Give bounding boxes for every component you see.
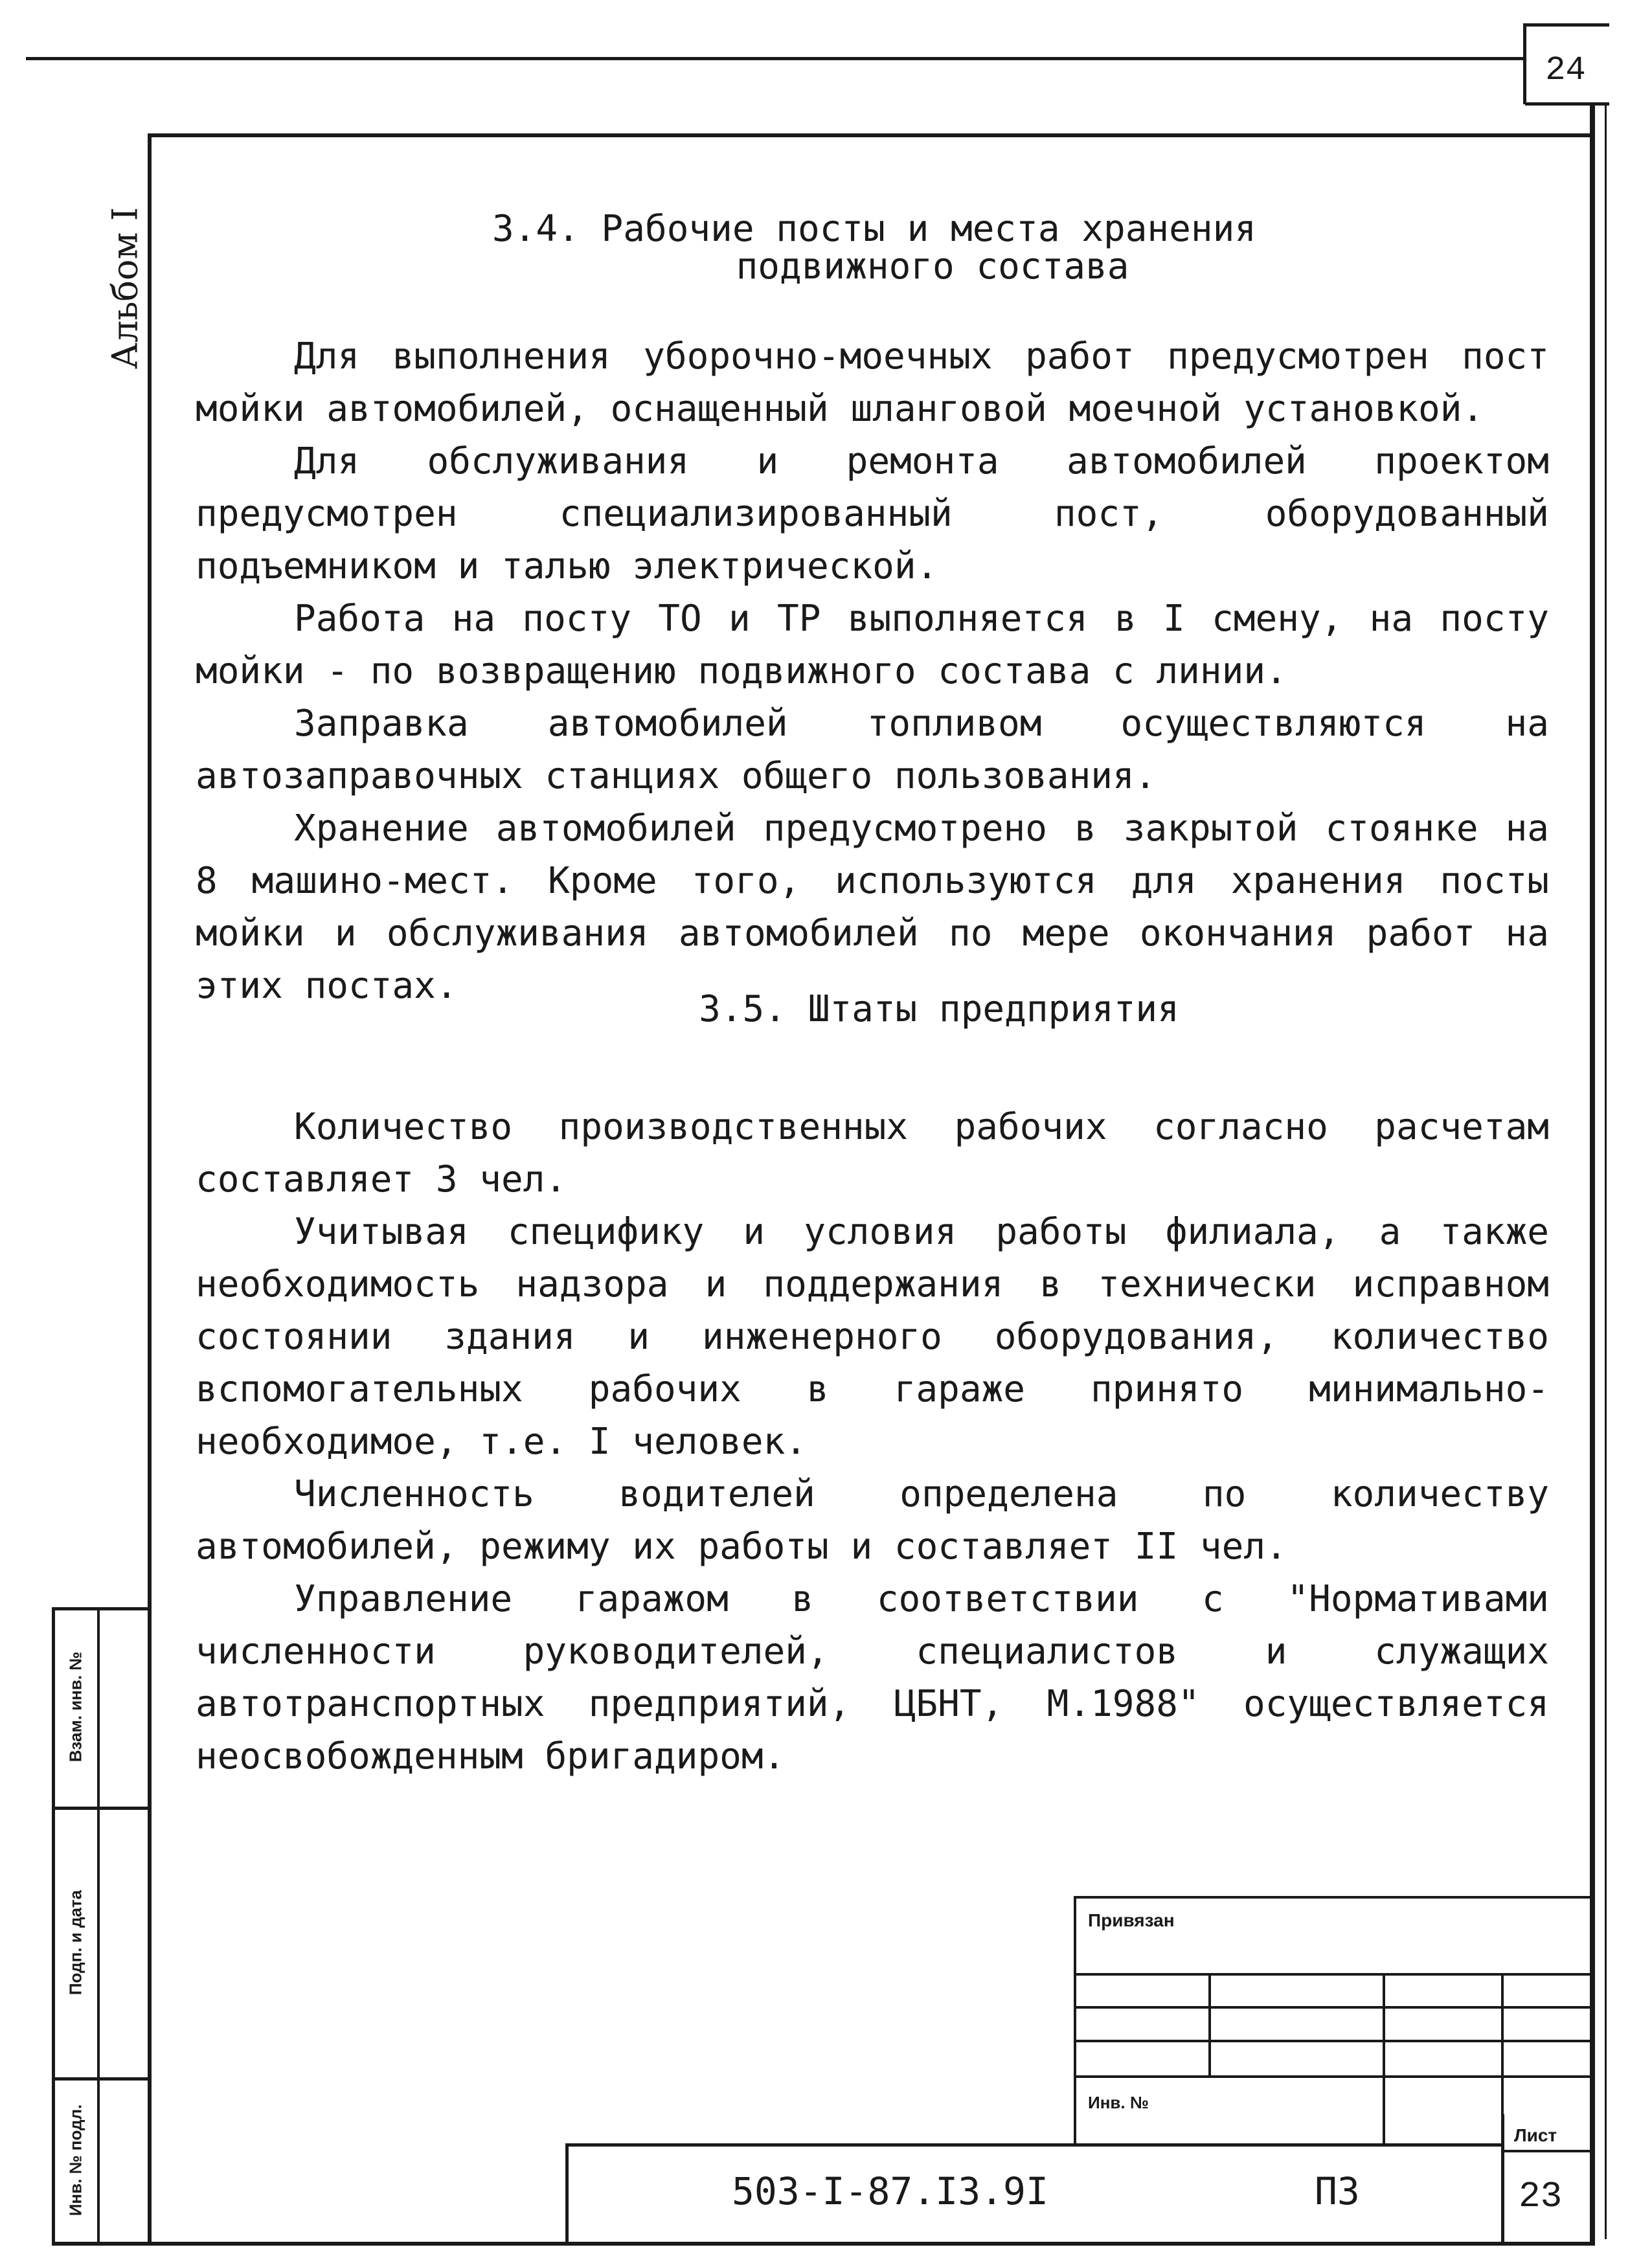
tb-grid-row2	[1075, 2006, 1593, 2009]
doc-type: ПЗ	[1315, 2169, 1360, 2213]
paragraph: Работа на посту ТО и ТР выполняется в I смену, на посту мойки - по возвращению подвижного состава с линии.	[196, 598, 1549, 692]
paragraph: Количество производственных рабочих согласно расчетам составляет 3 чел.	[196, 1106, 1549, 1201]
section-3-4-title-line1: 3.4. Рабочие посты и места хранения	[492, 208, 1257, 250]
section-3-4-body	[196, 330, 1549, 1012]
sheet-label: Лист	[1514, 2125, 1557, 2145]
tb-sheet-col	[1501, 2114, 1504, 2244]
frame-right-outer	[1605, 102, 1607, 2239]
side-stamp-row1	[52, 1807, 150, 1810]
top-rule	[26, 57, 1525, 60]
tb-grid-row4	[1075, 2075, 1593, 2078]
tb-grid-col1	[1208, 1973, 1211, 2078]
doc-code: 503-I-87.I3.9I	[732, 2169, 1048, 2213]
side-stamp-outer	[52, 1607, 55, 2245]
frame-left	[148, 133, 152, 2246]
side-stamp-top	[52, 1607, 150, 1610]
tb-grid-row3	[1075, 2040, 1593, 2042]
paragraph: Заправка автомобилей топливом осуществляются на автозаправочных станциях общего пользования.	[196, 703, 1549, 797]
inv-no-label: Инв. №	[1088, 2093, 1149, 2112]
tb-grid-col2	[1383, 1973, 1385, 2147]
page-number: 24	[1545, 51, 1586, 89]
inv-podl-label: Инв. № подл.	[65, 2104, 85, 2217]
frame-top	[150, 133, 1593, 137]
paragraph: Численность водителей определена по количеству автомобилей, режиму их работы и составляет II чел.	[196, 1473, 1549, 1568]
paragraph: Для обслуживания и ремонта автомобилей проектом предусмотрен специализированный пост, оборудованный подъемником и талью электрической.	[196, 440, 1549, 587]
page-number-box-top	[1525, 23, 1609, 27]
tb-main-left	[565, 2143, 569, 2244]
podp-data-label: Подп. и дата	[65, 1889, 85, 1996]
tb-upper-top	[1075, 1896, 1593, 1899]
privyazan-label: Привязан	[1088, 1910, 1175, 1930]
side-stamp-row2	[52, 2077, 150, 2081]
vzam-inv-label: Взам. инв. №	[65, 1651, 85, 1763]
tb-upper-left	[1074, 1896, 1076, 2147]
frame-right	[1590, 102, 1595, 2246]
paragraph: Для выполнения уборочно-моечных работ предусмотрен пост мойки автомобилей, оснащенный шланговой моечной установкой.	[196, 335, 1549, 430]
sheet-number: 23	[1519, 2176, 1563, 2217]
album-label: Альбом I	[104, 207, 146, 370]
section-3-5-title: 3.5. Штаты предприятия	[699, 988, 1179, 1030]
section-3-4-title-line2: подвижного состава	[736, 245, 1129, 288]
page-number-box-bottom	[1525, 102, 1609, 106]
paragraph: Управление гаражом в соответствии с "Нормативами численности руководителей, специалистов и служащих автотранспортных предприятий, ЦБНТ, М.1988" осуществляется неосвобожденным бригадиром.	[196, 1578, 1549, 1777]
section-3-5-body	[196, 1101, 1549, 1783]
tb-sheet-divider	[1501, 2150, 1593, 2152]
tb-main-top	[567, 2143, 1502, 2147]
paragraph: Хранение автомобилей предусмотрено в закрытой стоянке на 8 машино-мест. Кроме того, используются для хранения посты мойки и обслуживания автомобилей по мере окончания работ на этих постах.	[196, 807, 1549, 1007]
paragraph: Учитывая специфику и условия работы филиала, а также необходимость надзора и поддержания в технически исправном состоянии здания и инженерного оборудования, количество вспомогательных рабочих в гараже принято минимально-необходимое, т.е. I человек.	[196, 1211, 1549, 1463]
side-stamp-divider	[97, 1607, 100, 2245]
frame-bottom	[52, 2242, 1595, 2246]
tb-grid-row1	[1075, 1973, 1593, 1976]
